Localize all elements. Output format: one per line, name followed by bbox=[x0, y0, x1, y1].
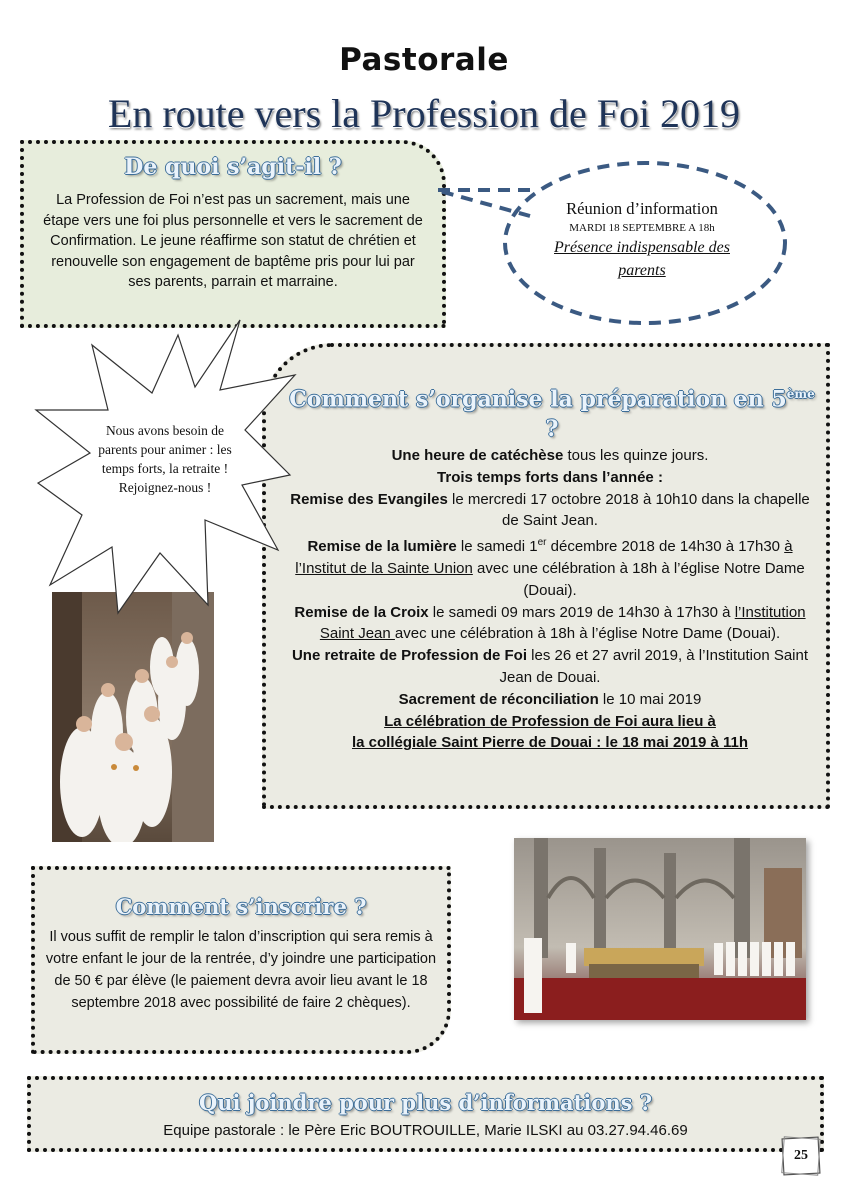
prep-line-celebration: La célébration de Profession de Foi aura lieu à bbox=[384, 712, 716, 730]
children-procession-photo bbox=[52, 592, 214, 842]
page-number: 25 bbox=[794, 1148, 808, 1163]
info-meeting-date: MARDI 18 SEPTEMBRE A 18h bbox=[569, 222, 715, 234]
info-meeting-title: Réunion d’information bbox=[566, 199, 718, 218]
registration-text: Il vous suffit de remplir le talon d’inscription qui sera remis à votre enfant le jour de la rentrée, d’y joindre une participation de 50 € par élève (le paiement devra avoir lieu avant le 18 septembre 2018 avec possibilité de faire 2 chèques). bbox=[45, 929, 437, 1011]
contact-heading: Qui joindre pour plus d’informations ? bbox=[198, 1090, 653, 1115]
info-meeting-note: Présence indispensable des parents bbox=[554, 239, 730, 279]
preparation-text bbox=[284, 445, 816, 754]
preparation-box bbox=[262, 343, 830, 809]
prep-line-cross: Remise de la Croix le samedi 09 mars 2019 de 14h30 à 17h30 à l’Institution Saint Jean avec une célébration à 18h à l’église Notre Dame (Douai). bbox=[294, 603, 806, 643]
parents-call-text: Nous avons besoin de parents pour animer : les temps forts, la retraite ! Rejoignez-nous ! bbox=[98, 423, 232, 495]
prep-line-catechesis: Une heure de catéchèse tous les quinze jours. bbox=[391, 447, 709, 464]
what-is-it-box bbox=[20, 140, 446, 328]
prep-line-highlights: Trois temps forts dans l’année : bbox=[437, 468, 663, 486]
preparation-heading-sup: ème bbox=[786, 387, 815, 401]
prep-line-retreat: Une retraite de Profession de Foi les 26 et 27 avril 2019, à l’Institution Saint Jean de Douai. bbox=[291, 647, 809, 686]
preparation-heading-end: ? bbox=[545, 416, 559, 443]
what-is-it-heading: De quoi s’agit-il ? bbox=[124, 154, 342, 180]
preparation-heading bbox=[286, 379, 818, 444]
church-altar-photo bbox=[514, 838, 806, 1020]
info-meeting bbox=[512, 198, 772, 282]
registration-box bbox=[31, 866, 451, 1054]
prep-line-gospels: Remise des Evangiles le mercredi 17 octobre 2018 à 10h10 dans la chapelle de Saint Jean. bbox=[290, 490, 810, 530]
prep-line-reconciliation: Sacrement de réconciliation le 10 mai 2019 bbox=[398, 690, 702, 708]
contact-box bbox=[27, 1076, 824, 1152]
page-title: En route vers la Profession de Foi 2019 bbox=[107, 91, 741, 136]
section-title: Pastorale bbox=[339, 42, 509, 78]
preparation-heading-text: Comment s’organise la préparation en 5 bbox=[289, 386, 787, 413]
contact-text: Equipe pastorale : le Père Eric BOUTROUILLE, Marie ILSKI au 03.27.94.46.69 bbox=[163, 1122, 688, 1139]
what-is-it-text: La Profession de Foi n’est pas un sacrement, mais une étape vers une foi plus personnelle et vers le sacrement de Confirmation. Le jeune réaffirme son statut de chrétien et renouvelle son engagement de baptême pris pour lui par ses parents, parrain et marraine. bbox=[43, 192, 423, 290]
prep-line-light: Remise de la lumière le samedi 1er décembre 2018 de 14h30 à 17h30 à l’Institut de la Sainte Union avec une célébration à 18h à l’église Notre Dame (Douai). bbox=[295, 537, 805, 599]
prep-line-celebration-place: la collégiale Saint Pierre de Douai : le 18 mai 2019 à 11h bbox=[351, 734, 749, 752]
registration-heading: Comment s’inscrire ? bbox=[115, 894, 367, 919]
